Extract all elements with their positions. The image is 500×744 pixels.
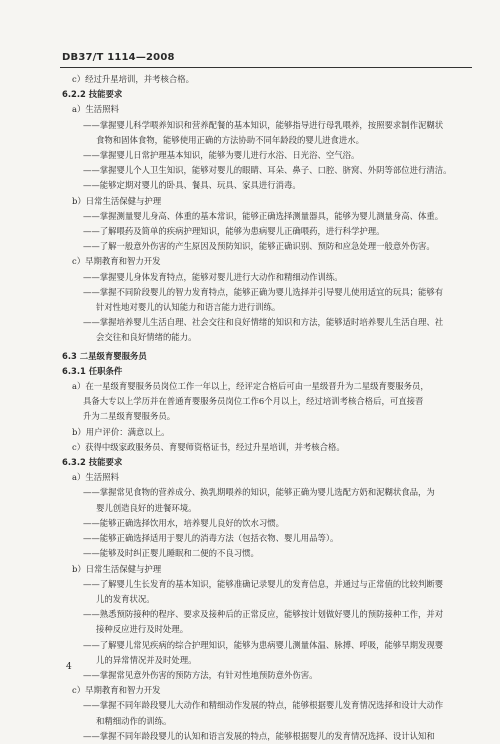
- text-line: 和精细动作的训练。: [96, 715, 172, 726]
- section-heading: 6.3.1 任职条件: [62, 365, 123, 376]
- text-line: ——掌握婴儿身体发育特点，能够对婴儿进行大动作和精细动作训练。: [83, 271, 343, 282]
- text-line: c）获得中级家政服务员、育婴师资格证书，经过升星培训，并考核合格。: [72, 441, 345, 452]
- text-line: 食物和固体食物，能够使用正确的方法协助不同年龄段的婴儿进食进水。: [96, 134, 364, 145]
- section-heading: 6.3.2 技能要求: [62, 457, 123, 468]
- text-line: 婴儿创造良好的进餐环境。: [96, 502, 197, 513]
- text-line: ——掌握婴儿科学喂养知识和营养配餐的基本知识，能够指导进行母乳喂养，按照要求制作泥糊状: [83, 119, 444, 130]
- text-line: ——了解婴儿常见疾病的综合护理知识，能够为患病婴儿测量体温、脉搏、呼吸，能够早期发现婴: [83, 639, 444, 650]
- text-line: ——掌握培养婴儿生活自理、社会交往和良好情绪的知识和方法，能够适时培养婴儿生活自理、社: [83, 317, 444, 328]
- text-line: a）生活照料: [72, 472, 119, 483]
- text-line: a）在一星级育婴服务员岗位工作一年以上，经评定合格后可由一星级晋升为二星级育婴服务员，: [72, 381, 429, 392]
- text-line: 具备大专以上学历并在普通育婴服务员岗位工作6个月以上，经过培训考核合格后，可直接晋: [83, 396, 424, 407]
- text-line: a）生活照料: [72, 104, 119, 115]
- text-line: ——熟悉预防接种的程序、要求及接种后的正常反应，能够按计划做好婴儿的预防接种工作，并对: [83, 609, 444, 620]
- text-line: c）早期教育和智力开发: [72, 256, 161, 267]
- text-line: ——掌握不同年龄段婴儿的认知和语言发展的特点，能够根据婴儿的发育情况选择、设计认知和: [83, 730, 435, 741]
- text-line: ——能够正确选择适用于婴儿的消毒方法（包括衣物、婴儿用品等）。: [83, 533, 339, 544]
- text-line: ——掌握常见意外伤害的预防方法，有针对性地预防意外伤害。: [83, 669, 318, 680]
- text-line: ——能够正确选择饮用水，培养婴儿良好的饮水习惯。: [83, 517, 284, 528]
- text-line: c）经过升星培训，并考核合格。: [72, 74, 194, 84]
- text-line: c）早期教育和智力开发: [72, 685, 161, 696]
- text-line: b）日常生活保健与护理: [72, 563, 162, 574]
- text-line: ——掌握测量婴儿身高、体重的基本常识，能够正确选择测量器具，能够为婴儿测量身高、体重。: [83, 210, 444, 221]
- text-line: 会交往和良好情绪的能力。: [96, 332, 197, 343]
- text-line: 接种反应进行及时处理。: [96, 624, 189, 635]
- text-line: b）用户评价：满意以上。: [72, 426, 170, 437]
- section-heading: 6.3 二星级育婴服务员: [62, 350, 147, 361]
- text-line: 针对性地对婴儿的认知能力和语言能力进行训练。: [96, 302, 281, 313]
- text-line: ——了解婴儿生长发育的基本知识，能够准确记录婴儿的发育信息，并通过与正常值的比较判断婴: [83, 578, 444, 589]
- text-line: 儿的发育状况。: [96, 593, 155, 604]
- text-line: ——能够定期对婴儿的卧具、餐具、玩具、家具进行消毒。: [83, 180, 301, 191]
- text-line: b）日常生活保健与护理: [72, 195, 162, 206]
- text-line: ——掌握婴儿日常护理基本知识，能够为婴儿进行水浴、日光浴、空气浴。: [83, 150, 360, 161]
- text-line: 升为二星级育婴服务员。: [83, 411, 176, 422]
- text-line: ——了解喂药及简单的疾病护理知识，能够为患病婴儿正确喂药，进行科学护理。: [83, 226, 385, 237]
- standard-number: DB37/T 1114—2008: [62, 52, 175, 63]
- document-body: [62, 72, 468, 744]
- section-heading: 6.2.2 技能要求: [62, 89, 123, 100]
- text-line: ——掌握不同年龄段婴儿大动作和精细动作发展的特点，能够根据婴儿发育情况选择和设计大动作: [83, 700, 444, 711]
- text-line: ——掌握不同阶段婴儿的智力发育特点，能够正确为婴儿选择并引导婴儿使用适宜的玩具；能够有: [83, 286, 444, 297]
- page-number: 4: [66, 662, 72, 672]
- text-line: ——能够及时纠正婴儿睡眠和二便的不良习惯。: [83, 548, 259, 559]
- text-line: ——掌握婴儿个人卫生知识，能够对婴儿的眼睛、耳朵、鼻子、口腔、脐窝、外阴等部位进行清洁。: [83, 165, 452, 176]
- header-divider: [60, 67, 472, 68]
- text-line: ——了解一般意外伤害的产生原因及预防知识，能够正确识别、预防和应急处理一般意外伤害。: [83, 241, 435, 252]
- text-line: 儿的异常情况并及时处理。: [96, 654, 197, 665]
- text-line: ——掌握常见食物的营养成分、换乳期喂养的知识，能够正确为婴儿选配方奶和泥糊状食品，为: [83, 487, 435, 498]
